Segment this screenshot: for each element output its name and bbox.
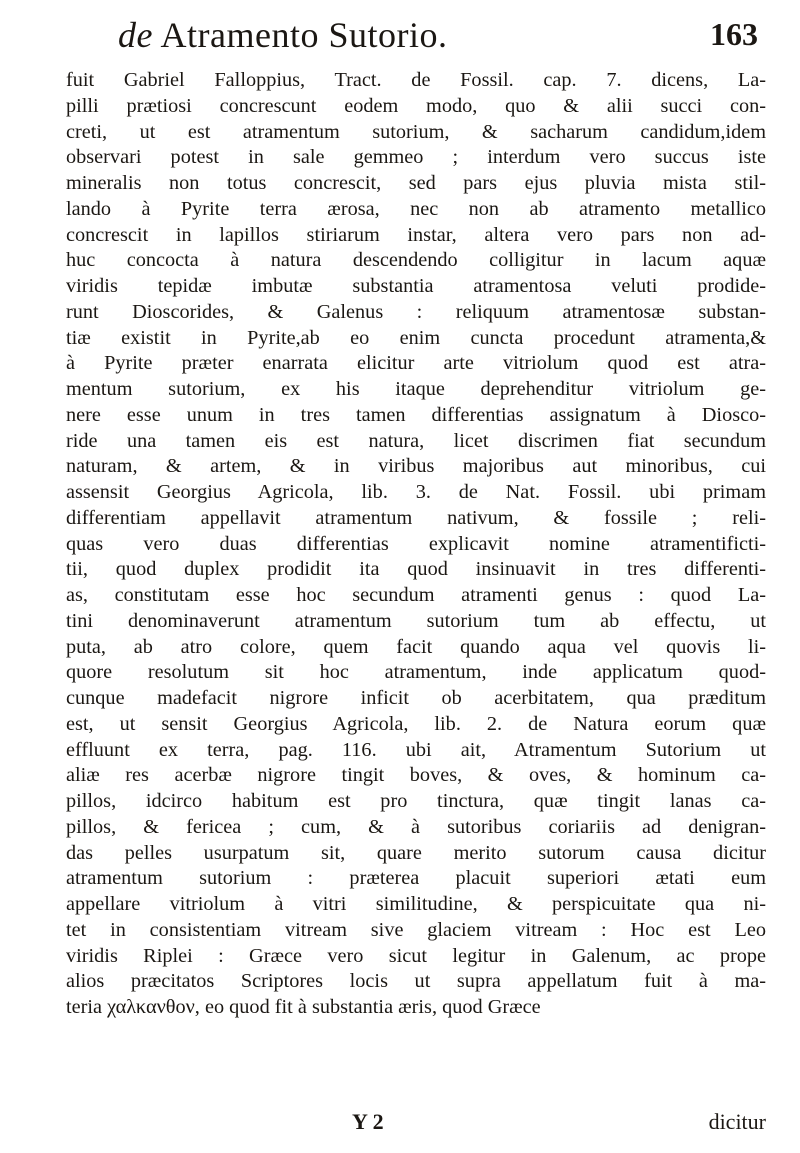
text-line: viridis tepidæ imbutæ substantia atramentosa veluti prodide- xyxy=(66,275,766,297)
page-footer xyxy=(66,1109,766,1139)
text-line: ride una tamen eis est natura, licet discrimen fiat secundum xyxy=(66,429,766,452)
text-line: est, ut sensit Georgius Agricola, lib. 2. de Natura eorum quæ xyxy=(66,712,766,735)
text-line: viridis Riplei : Græce vero sicut legitur in Galenum, ac prope xyxy=(66,944,766,967)
text-line: cunque madefacit nigrore inficit ob acerbitatem, qua præditum xyxy=(66,687,766,709)
text-line: pilli prætiosi concrescunt eodem modo, quo & alii succi con- xyxy=(66,94,766,117)
text-line: effluunt ex terra, pag. 116. ubi ait, Atramentum Sutorium ut xyxy=(66,738,766,761)
text-line: concrescit in lapillos stiriarum instar, altera vero pars non ad- xyxy=(66,223,766,246)
running-head xyxy=(118,14,447,56)
body-text xyxy=(66,68,766,1021)
text-line: nere esse unum in tres tamen differentias assignatum à Diosco- xyxy=(66,403,766,426)
text-line: quore resolutum sit hoc atramentum, inde applicatum quod- xyxy=(66,661,766,684)
text-line: mineralis non totus concrescit, sed pars ejus pluvia mista stil- xyxy=(66,172,766,194)
text-line: tini denominaverunt atramentum sutorium tum ab effectu, ut xyxy=(66,609,766,632)
running-head-de: de xyxy=(118,15,153,55)
text-line: fuit Gabriel Falloppius, Tract. de Fossil. cap. 7. dicens, La- xyxy=(66,69,766,91)
text-line: huc concocta à natura descendendo colligitur in lacum aquæ xyxy=(66,249,766,272)
text-line: aliæ res acerbæ nigrore tingit boves, & oves, & hominum ca- xyxy=(66,764,766,787)
text-line: creti, ut est atramentum sutorium, & sacharum candidum,idem xyxy=(66,120,766,143)
text-line: observari potest in sale gemmeo ; interdum vero succus iste xyxy=(66,146,766,169)
text-line: atramentum sutorium : præterea placuit superiori ætati eum xyxy=(66,867,766,890)
running-head-title: Atramento Sutorio. xyxy=(160,15,448,55)
text-line: naturam, & artem, & in viribus majoribus aut minoribus, cui xyxy=(66,455,766,478)
text-line: differentiam appellavit atramentum nativum, & fossile ; reli- xyxy=(66,506,766,529)
text-line: tii, quod duplex prodidit ita quod insinuavit in tres differenti- xyxy=(66,558,766,581)
text-line: tet in consistentiam vitream sive glaciem vitream : Hoc est Leo xyxy=(66,918,766,941)
text-line: à Pyrite præter enarrata elicitur arte vitriolum quod est atra- xyxy=(66,352,766,375)
text-line: appellare vitriolum à vitri similitudine, & perspicuitate qua ni- xyxy=(66,893,766,915)
text-line: teria χαλκανθον, eo quod fit à substantia æris, quod Græce xyxy=(66,996,541,1018)
text-line: mentum sutorium, ex his itaque deprehenditur vitriolum ge- xyxy=(66,378,766,400)
text-line: pillos, & fericea ; cum, & à sutoribus coriariis ad denigran- xyxy=(66,815,766,838)
signature-mark: Y 2 xyxy=(352,1109,384,1134)
text-line: runt Dioscorides, & Galenus : reliquum atramentosæ substan- xyxy=(66,300,766,323)
text-line: pillos, idcirco habitum est pro tinctura, quæ tingit lanas ca- xyxy=(66,790,766,812)
text-line: lando à Pyrite terra ærosa, nec non ab atramento metallico xyxy=(66,197,766,220)
text-line: tiæ existit in Pyrite,ab eo enim cuncta procedunt atramenta,& xyxy=(66,326,766,349)
text-line: puta, ab atro colore, quem facit quando aqua vel quovis li- xyxy=(66,635,766,658)
text-line: alios præcitatos Scriptores locis ut supra appellatum fuit à ma- xyxy=(66,970,766,993)
text-line: assensit Georgius Agricola, lib. 3. de Nat. Fossil. ubi primam xyxy=(66,481,766,503)
text-line: das pelles usurpatum sit, quare merito sutorum causa dicitur xyxy=(66,841,766,864)
text-line: as, constitutam esse hoc secundum atramenti genus : quod La- xyxy=(66,584,766,606)
page-number: 163 xyxy=(710,16,758,52)
text-line: quas vero duas differentias explicavit nomine atramentificti- xyxy=(66,532,766,555)
page-header xyxy=(118,14,758,60)
catchword: dicitur xyxy=(708,1109,766,1134)
